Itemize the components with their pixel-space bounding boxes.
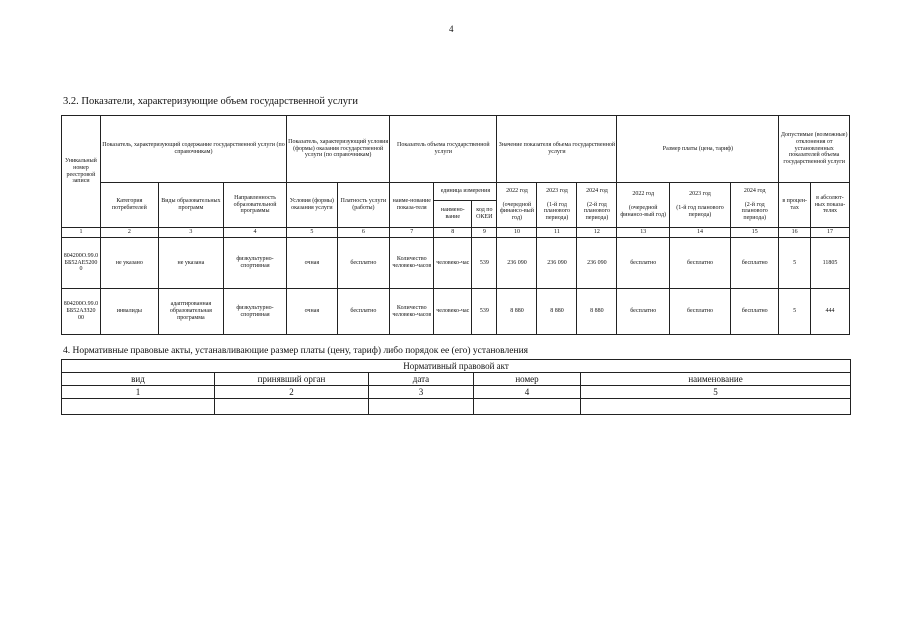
- header-unit-name: наимено-вание: [434, 201, 472, 228]
- col-number: 3: [369, 386, 474, 399]
- cell-unit-name: человеко-час: [434, 238, 472, 289]
- header-paid: Платность услуги (работы): [337, 183, 390, 228]
- cell-unit-name: человеко-час: [434, 289, 472, 335]
- cell-fee-2024: бесплатно: [731, 238, 779, 289]
- col-header-number: номер: [474, 373, 581, 386]
- header-percent: в процен-тах: [779, 183, 811, 228]
- col-number: 11: [537, 228, 577, 238]
- header-okei: код по ОКЕИ: [472, 201, 497, 228]
- header-year-2022-label: 2022 год: [506, 187, 528, 194]
- col-number: 3: [158, 228, 223, 238]
- empty-cell: [581, 399, 851, 415]
- header-fee-2022-label: 2022 год: [632, 191, 655, 198]
- header-year-2023: [537, 183, 577, 228]
- cell-fee-2022: бесплатно: [617, 238, 670, 289]
- col-number: 14: [670, 228, 731, 238]
- header-year-2022-note: (очередной финансо-вый год): [500, 201, 534, 222]
- header-year-2024-label: 2024 год: [586, 187, 608, 194]
- empty-cell: [474, 399, 581, 415]
- column-numbers-row: [62, 228, 850, 238]
- section-title: 3.2. Показатели, характеризующие объем государственной услуги: [63, 96, 358, 107]
- col-number: 1: [62, 386, 215, 399]
- col-number: 5: [581, 386, 851, 399]
- cell-value-2022: 8 880: [497, 289, 537, 335]
- page-number: 4: [449, 24, 454, 34]
- cell-absolute: 444: [810, 289, 849, 335]
- col-number: 1: [62, 228, 101, 238]
- header-fee-2024: [731, 183, 779, 228]
- header-fee-2023-label: 2023 год: [689, 191, 711, 198]
- volume-indicators-table: [61, 115, 850, 335]
- header-unique-number: Уникальный номер реестровой записи: [62, 116, 101, 228]
- cell-value-2023: 8 880: [537, 289, 577, 335]
- header-absolute: в абсолют-ных показа-телях: [810, 183, 849, 228]
- cell-value-2024: 236 090: [577, 238, 617, 289]
- cell-forms: очная: [287, 238, 337, 289]
- header-content-indicator: Показатель, характеризующий содержание государственной услуги (по справочникам): [100, 116, 286, 183]
- header-conditions-indicator: Показатель, характеризующий условия (формы) оказания государственной услуги (по справочникам): [287, 116, 390, 183]
- empty-cell: [215, 399, 369, 415]
- legal-acts-table: [61, 359, 851, 415]
- col-header-date: дата: [369, 373, 474, 386]
- cell-okei: 539: [472, 289, 497, 335]
- cell-fee-2023: бесплатно: [670, 238, 731, 289]
- header-year-2023-label: 2023 год: [546, 187, 568, 194]
- cell-absolute: 11805: [810, 238, 849, 289]
- col-number: 17: [810, 228, 849, 238]
- header-fee-size: Размер платы (цена, тариф): [617, 116, 779, 183]
- col-number: 2: [215, 386, 369, 399]
- cell-value-2022: 236 090: [497, 238, 537, 289]
- cell-direction: физкультурно-спортивная: [223, 238, 286, 289]
- col-number: 15: [731, 228, 779, 238]
- cell-category: не указано: [100, 238, 158, 289]
- cell-direction: физкультурно-спортивная: [223, 289, 286, 335]
- header-category: Категория потребителей: [100, 183, 158, 228]
- cell-okei: 539: [472, 238, 497, 289]
- empty-cell: [369, 399, 474, 415]
- cell-paid: бесплатно: [337, 289, 390, 335]
- header-forms: Условия (формы) оказания услуги: [287, 183, 337, 228]
- cell-percent: 5: [779, 238, 811, 289]
- col-number: 8: [434, 228, 472, 238]
- cell-forms: очная: [287, 289, 337, 335]
- col-number: 2: [100, 228, 158, 238]
- cell-category: инвалиды: [100, 289, 158, 335]
- header-fee-2023: [670, 183, 731, 228]
- header-year-2024: [577, 183, 617, 228]
- header-year-2023-note: (1-й год планового периода): [543, 201, 571, 222]
- col-header-name: наименование: [581, 373, 851, 386]
- header-year-2024-note: (2-й год планового периода): [583, 201, 610, 222]
- cell-programs: адаптированная образовательная программа: [158, 289, 223, 335]
- cell-unique-number: 804200О.99.0 ББ52АЕ5200 0: [62, 238, 101, 289]
- cell-fee-2022: бесплатно: [617, 289, 670, 335]
- cell-programs: не указана: [158, 238, 223, 289]
- col-number: 4: [223, 228, 286, 238]
- header-volume-value: Значение показателя объема государственной услуги: [497, 116, 617, 183]
- col-number: 6: [337, 228, 390, 238]
- cell-indicator-name: Количество человеко-часов: [390, 238, 434, 289]
- col-number: 12: [577, 228, 617, 238]
- cell-indicator-name: Количество человеко-часов: [390, 289, 434, 335]
- col-number: 13: [617, 228, 670, 238]
- col-header-type: вид: [62, 373, 215, 386]
- header-fee-2024-note: (2-й год планового периода): [741, 201, 768, 222]
- cell-fee-2024: бесплатно: [731, 289, 779, 335]
- col-number: 10: [497, 228, 537, 238]
- cell-unique-number: 804200О.99.0 ББ52АЗЗ20 00: [62, 289, 101, 335]
- col-number: 9: [472, 228, 497, 238]
- header-direction: Направленность образовательной программы: [223, 183, 286, 228]
- header-fee-2024-label: 2024 год: [743, 187, 766, 194]
- table-row: [62, 238, 850, 289]
- header-fee-2023-note: (1-й год планового периода): [676, 205, 724, 218]
- cell-value-2023: 236 090: [537, 238, 577, 289]
- header-programs: Виды образовательных программ: [158, 183, 223, 228]
- empty-row: [62, 399, 851, 415]
- col-number: 16: [779, 228, 811, 238]
- header-fee-2022-note: (очередной финансо-вый год): [620, 205, 666, 218]
- cell-paid: бесплатно: [337, 238, 390, 289]
- col-header-authority: принявший орган: [215, 373, 369, 386]
- header-volume-indicator: Показатель объема государственной услуги: [390, 116, 497, 183]
- cell-fee-2023: бесплатно: [670, 289, 731, 335]
- col-number: 7: [390, 228, 434, 238]
- legal-act-header: Нормативный правовой акт: [62, 360, 851, 373]
- col-number: 4: [474, 386, 581, 399]
- section4-title: 4. Нормативные правовые акты, устанавливающие размер платы (цену, тариф) либо порядок ее (его) установления: [63, 346, 529, 356]
- header-indicator-name: наиме-нование показа-теля: [390, 183, 434, 228]
- table-row: [62, 289, 850, 335]
- header-deviation: Допустимые (возможные) отклонения от установленных показателей объема государственной услуги: [779, 116, 850, 183]
- header-unit: единица измерения: [434, 183, 497, 201]
- col-number: 5: [287, 228, 337, 238]
- cell-percent: 5: [779, 289, 811, 335]
- header-fee-2022: [617, 183, 670, 228]
- cell-value-2024: 8 880: [577, 289, 617, 335]
- empty-cell: [62, 399, 215, 415]
- header-year-2022: [497, 183, 537, 228]
